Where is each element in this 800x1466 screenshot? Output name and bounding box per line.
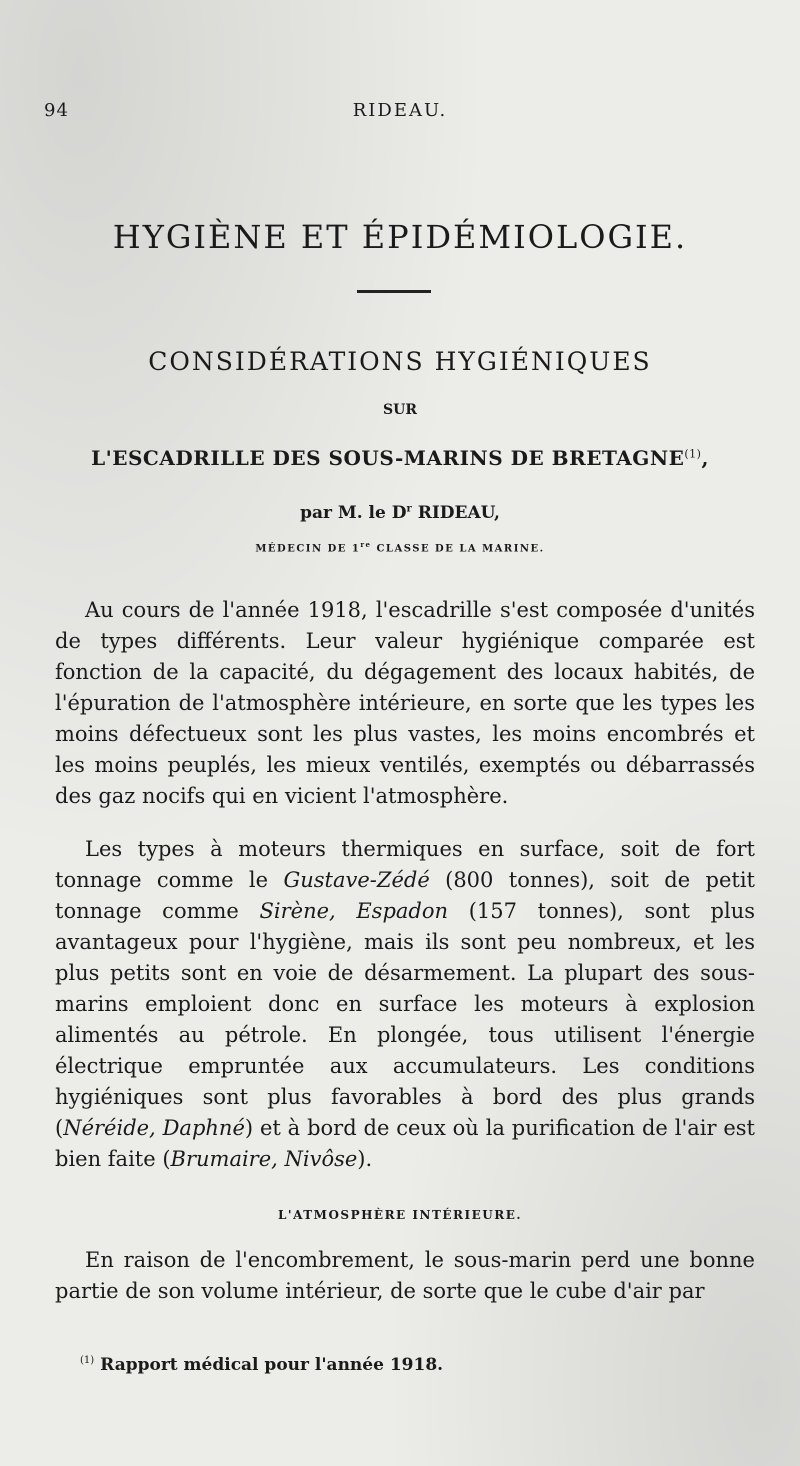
footnote-text: Rapport médical pour l'année 1918. bbox=[100, 1355, 444, 1375]
byline bbox=[0, 503, 800, 523]
article-title: CONSIDÉRATIONS HYGIÉNIQUES bbox=[148, 347, 652, 376]
p2-italic-1: Gustave-Zédé bbox=[283, 868, 430, 892]
footnote-marker: (1) bbox=[80, 1355, 95, 1367]
paragraph-2 bbox=[55, 834, 755, 1175]
p2-italic-2: Sirène, Espadon bbox=[259, 899, 449, 923]
affiliation-prefix: MÉDECIN DE 1 bbox=[255, 543, 361, 555]
paragraph-1 bbox=[55, 595, 755, 812]
section-title: HYGIÈNE ET ÉPIDÉMIOLOGIE. bbox=[112, 218, 688, 256]
p2-italic-3: Néréide, Daphné bbox=[63, 1116, 245, 1140]
paragraph-3 bbox=[55, 1245, 755, 1307]
running-header bbox=[0, 100, 800, 130]
page-number: 94 bbox=[44, 100, 69, 121]
affiliation-suffix: CLASSE DE LA MARINE. bbox=[376, 543, 545, 555]
subtitle-text: L'ESCADRILLE DES SOUS-MARINS DE BRETAGNE bbox=[91, 446, 685, 470]
p2-text-3: (157 tonnes), sont plus avantageux pour l'hygiène, mais ils sont peu nombreux, et les plus petits sont en voie de désarmement. La plupart des sous-marins emploient donc en surface les moteurs à explosion alimentés au pétrole. En plongée, tous utilisent l'énergie électrique empruntée aux accumulateurs. Les conditions hygiéniques sont plus favorables à bord des plus grands ( bbox=[55, 899, 756, 1140]
footnote-ref: (1) bbox=[684, 447, 702, 461]
p2-text-2: (800 tonnes), soit de petit tonnage comme bbox=[55, 868, 755, 923]
byline-prefix: par M. le D bbox=[300, 503, 407, 523]
subheading: L'ATMOSPHÈRE INTÉRIEURE. bbox=[277, 1208, 523, 1222]
footnote bbox=[80, 1355, 443, 1375]
affiliation bbox=[0, 540, 800, 554]
paragraph-1-text: Au cours de l'année 1918, l'escadrille s'est composée d'unités de types différents. Leur valeur hygiénique comparée est fonction de la capacité, du dégagement des locaux habités, de l'épuration de l'atmosphère intérieure, en sorte que les types les moins défectueux sont les plus vastes, les moins encombrés et les moins peuplés, les mieux ventilés, exemptés ou débarrassés des gaz nocifs qui en vicient l'atmosphère. bbox=[55, 598, 755, 808]
p2-text-5: ). bbox=[357, 1147, 373, 1171]
p2-text-4: ) et à bord de ceux où la purification de l'air est bien faite ( bbox=[55, 1116, 756, 1171]
article-subtitle: L'ESCADRILLE DES SOUS-MARINS DE BRETAGNE$^{(1)}$, bbox=[91, 446, 709, 470]
title-rule bbox=[357, 290, 431, 293]
paragraph-2-text bbox=[55, 834, 755, 1175]
p2-text-1: Les types à moteurs thermiques en surface, soit de fort tonnage comme le bbox=[55, 837, 755, 892]
running-title: RIDEAU. bbox=[352, 100, 448, 121]
article-title-sur: SUR bbox=[383, 402, 417, 418]
author-name: RIDEAU, bbox=[417, 503, 500, 523]
affiliation-sup: re bbox=[360, 540, 372, 549]
byline-sup: r bbox=[406, 503, 412, 515]
paragraph-3-text: En raison de l'encombrement, le sous-marin perd une bonne partie de son volume intérieur, de sorte que le cube d'air par bbox=[55, 1248, 755, 1303]
p2-italic-4: Brumaire, Nivôse bbox=[170, 1147, 358, 1171]
